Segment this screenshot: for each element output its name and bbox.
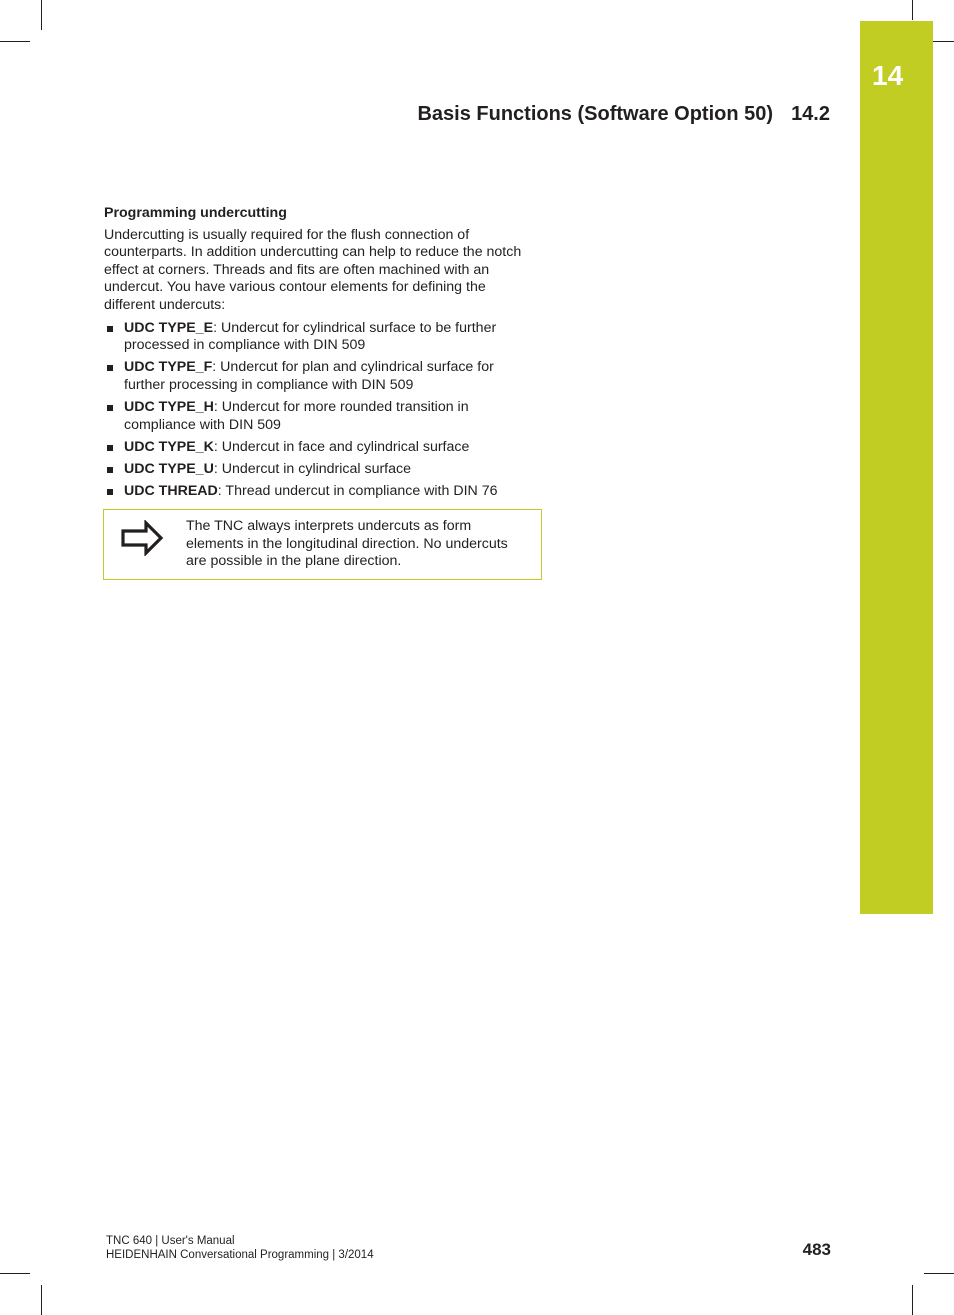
bullet-icon bbox=[107, 365, 113, 371]
section-title: Basis Functions (Software Option 50) bbox=[417, 103, 774, 125]
chapter-tab bbox=[860, 21, 933, 914]
chapter-number: 14 bbox=[872, 60, 904, 91]
footer bbox=[106, 1234, 374, 1262]
item-term: UDC TYPE_H bbox=[124, 398, 214, 415]
arrow-right-icon bbox=[120, 520, 164, 556]
item-text: : Thread undercut in compliance with DIN 76 bbox=[217, 482, 498, 499]
bullet-icon bbox=[107, 326, 113, 332]
list-item bbox=[104, 399, 529, 434]
item-text: : Undercut for plan and cylindrical surface for further processing in compliance with DIN 509 bbox=[124, 359, 494, 393]
item-text: : Undercut in face and cylindrical surface bbox=[213, 438, 470, 455]
item-text: : Undercut for more rounded transition in compliance with DIN 509 bbox=[124, 398, 469, 433]
bullet-icon bbox=[107, 489, 113, 495]
item-term: UDC TYPE_K bbox=[124, 438, 214, 455]
crop-mark bbox=[924, 1273, 954, 1274]
running-header bbox=[417, 103, 830, 126]
item-term: UDC TYPE_E bbox=[124, 319, 214, 336]
item-term: UDC TYPE_F bbox=[124, 359, 213, 376]
undercut-list bbox=[104, 320, 529, 501]
footer-line: HEIDENHAIN Conversational Programming | 3/2014 bbox=[106, 1249, 374, 1261]
note-text: The TNC always interprets undercuts as form elements in the longitudinal direction. No undercuts are possible in the plane direction. bbox=[186, 518, 508, 570]
footer-line: TNC 640 | User's Manual bbox=[106, 1235, 235, 1247]
crop-mark bbox=[0, 41, 30, 42]
crop-mark bbox=[41, 1285, 42, 1315]
list-item bbox=[104, 439, 529, 457]
crop-mark bbox=[912, 1285, 913, 1315]
main-content bbox=[104, 205, 529, 505]
list-item bbox=[104, 483, 529, 501]
intro-paragraph: Undercutting is usually required for the flush connection of counterparts. In addition undercutting can help to reduce the notch effect at corners. Threads and fits are often machined with an undercut. You have various contour elements for defining the different undercuts: bbox=[104, 226, 522, 313]
list-item bbox=[104, 320, 529, 355]
item-text: : Undercut in cylindrical surface bbox=[213, 460, 412, 477]
subheading: Programming undercutting bbox=[104, 205, 287, 221]
bullet-icon bbox=[107, 445, 113, 451]
item-term: UDC TYPE_U bbox=[124, 460, 214, 477]
crop-mark bbox=[0, 1273, 30, 1274]
page-number: 483 bbox=[802, 1240, 831, 1259]
crop-mark bbox=[912, 0, 913, 20]
list-item bbox=[104, 359, 529, 394]
bullet-icon bbox=[107, 467, 113, 473]
item-text: : Undercut for cylindrical surface to be further processed in compliance with DIN 509 bbox=[124, 319, 497, 354]
crop-mark bbox=[41, 0, 42, 30]
list-item bbox=[104, 461, 529, 479]
section-number: 14.2 bbox=[791, 103, 830, 125]
bullet-icon bbox=[107, 405, 113, 411]
item-term: UDC THREAD bbox=[124, 482, 218, 499]
note-box bbox=[103, 509, 542, 580]
